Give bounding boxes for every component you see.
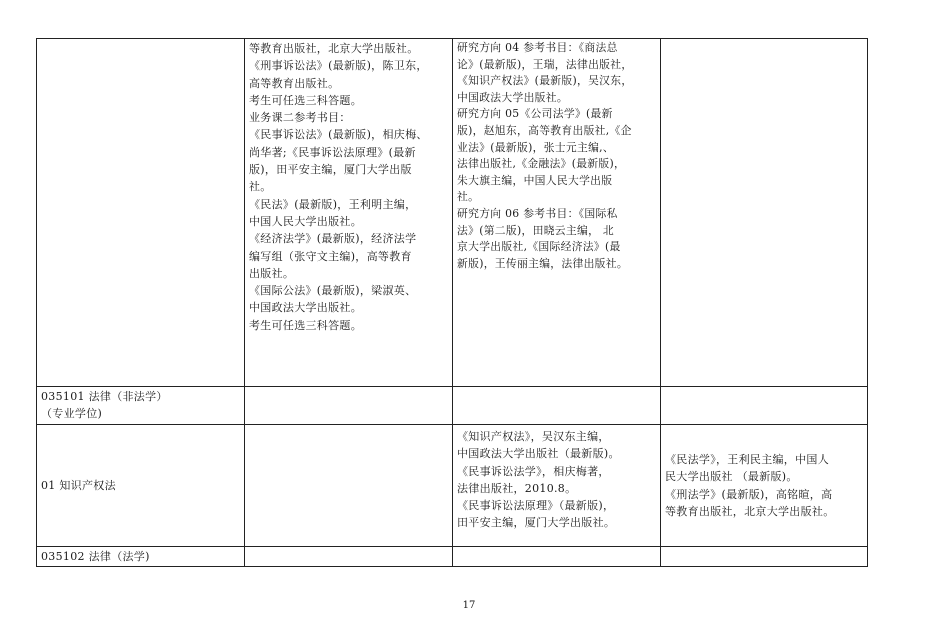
table-cell-major: 01 知识产权法 [37,425,245,547]
table-row [37,39,868,387]
table-cell-major: 035102 法律（法学) [37,547,245,567]
table-cell-exam-subject-two: 等教育出版社，北京大学出版社。 《刑事诉讼法》(最新版)，陈卫东， 高等教育出版社。 考生可任选三科答题。 业务课二参考书目： 《民事诉讼法》(最新版)，相庆梅、 尚华著;《民事诉讼法原理》(最新 版)，田平安主编，厦门大学出版 社。 《民法》(最新版)，王利明主编， 中国人民大学出版社。 《经济法学》(最新版)，经济法学 编写组（张守文主编)，高等教育 出版社。 《国际公法》(最新版)，梁淑英、 中国政法大学出版社。 考生可任选三科答题。 [245,39,453,387]
reference-book-table [36,38,868,567]
table-cell-exam-subject-two [245,547,453,567]
table-cell-major: 035101 法律（非法学） （专业学位) [37,387,245,425]
table-cell-major [37,39,245,387]
table-cell-reference-books [453,387,661,425]
table-cell-reference-books [453,547,661,567]
table-row [37,425,868,547]
table-cell-retest-books [661,39,868,387]
table-cell-reference-books: 《知识产权法》，吴汉东主编， 中国政法大学出版社（最新版)。 《民事诉讼法学》，相庆梅著， 法律出版社，2010.8。 《民事诉讼法原理》（最新版)， 田平安主编，厦门大学出版社。 [453,425,661,547]
table-cell-retest-books: 《民法学》，王利民主编，中国人 民大学出版社 （最新版)。 《刑法学》(最新版)，高铭暄，高 等教育出版社，北京大学出版社。 [661,425,868,547]
table-cell-reference-books: 研究方向 04 参考书目：《商法总 论》(最新版)，王瑞，法律出版社， 《知识产权法》(最新版)，吴汉东， 中国政法大学出版社。 研究方向 05《公司法学》(最新 版)，赵旭东，高等教育出版社,《企 业法》(最新版)，张士元主编,、 法律出版社,《金融法》(最新版)， 朱大旗主编，中国人民大学出版 社。 研究方向 06 参考书目：《国际私 法》(第二版)，田晓云主编， 北 京大学出版社,《国际经济法》(最 新版)，王传丽主编，法律出版社。 [453,39,661,387]
table-row [37,547,868,567]
table-row [37,387,868,425]
table-cell-retest-books [661,547,868,567]
table-cell-retest-books [661,387,868,425]
table-cell-exam-subject-two [245,387,453,425]
table-cell-exam-subject-two [245,425,453,547]
page-number: 17 [462,600,476,611]
